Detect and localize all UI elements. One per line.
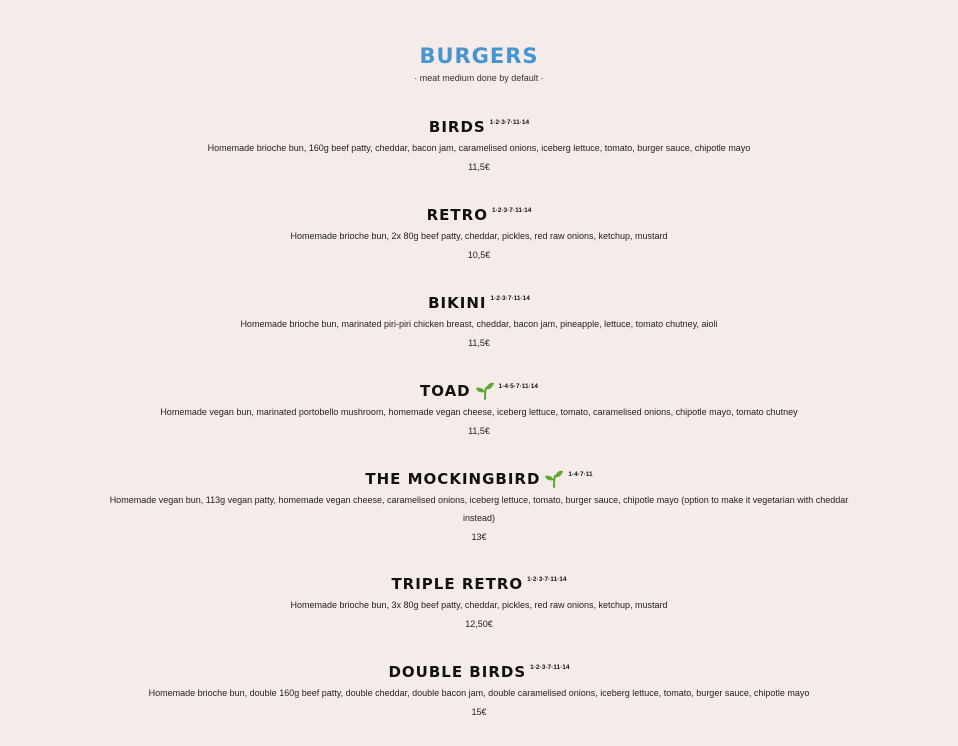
section-title: BURGERS [419, 44, 539, 68]
menu-item [100, 662, 858, 718]
item-name: DOUBLE BIRDS [388, 663, 527, 681]
sprout-icon [544, 470, 564, 488]
item-price: 15€ [471, 707, 487, 717]
allergen-codes: 1·4·5·7·11·14 [498, 383, 539, 390]
menu-item [100, 469, 858, 543]
item-price: 11,5€ [468, 162, 490, 172]
item-header [100, 205, 858, 225]
item-description: Homemade brioche bun, double 160g beef patty, double cheddar, double bacon jam, double caramelised onions, iceberg lettuce, tomato, burger sauce, chipotle mayo [148, 688, 810, 698]
item-description: Homemade vegan bun, marinated portobello mushroom, homemade vegan cheese, iceberg lettuce, tomato, caramelised onions, chipotle mayo, tomato chutney [160, 407, 798, 417]
section-subtitle: · meat medium done by default · [414, 73, 544, 83]
allergen-codes: 1·2·3·7·11·14 [490, 295, 530, 302]
item-description: Homemade brioche bun, 3x 80g beef patty, cheddar, pickles, red raw onions, ketchup, mustard [290, 600, 668, 610]
item-price: 12,50€ [465, 619, 493, 629]
menu-item [100, 574, 858, 630]
menu-item [100, 205, 858, 261]
item-description: Homemade brioche bun, marinated piri-piri chicken breast, cheddar, bacon jam, pineapple, lettuce, tomato chutney, aioli [240, 319, 718, 329]
item-price: 13€ [471, 532, 487, 542]
item-description: Homemade vegan bun, 113g vegan patty, homemade vegan cheese, caramelised onions, iceberg lettuce, tomato, burger sauce, chipotle mayo (option to make it vegetarian with cheddar instead) [109, 495, 849, 523]
allergen-codes: 1·2·3·7·11·14 [491, 207, 532, 214]
item-description: Homemade brioche bun, 160g beef patty, cheddar, bacon jam, caramelised onions, iceberg lettuce, tomato, burger sauce, chipotle mayo [207, 143, 751, 153]
item-price: 11,5€ [468, 426, 490, 436]
item-header [100, 469, 858, 489]
item-price: 10,5€ [467, 250, 491, 260]
item-header [100, 381, 858, 401]
item-name: RETRO [426, 206, 488, 224]
menu-item [100, 381, 858, 437]
item-name: TOAD [419, 382, 471, 400]
allergen-codes: 1·4·7·11 [568, 471, 593, 478]
menu-item [100, 117, 858, 173]
item-header [100, 662, 858, 682]
item-name: TRIPLE RETRO [391, 575, 524, 593]
item-name: THE MOCKINGBIRD [365, 470, 541, 488]
allergen-codes: 1·2·3·7·11·14 [489, 119, 530, 126]
item-header [100, 117, 858, 137]
allergen-codes: 1·2·3·7·11·14 [527, 576, 567, 583]
item-header [100, 293, 858, 313]
item-header [100, 574, 858, 594]
allergen-codes: 1·2·3·7·11·14 [530, 664, 570, 671]
sprout-icon [475, 382, 495, 400]
item-name: BIKINI [428, 294, 487, 312]
item-name: BIRDS [428, 118, 486, 136]
item-description: Homemade brioche bun, 2x 80g beef patty, cheddar, pickles, red raw onions, ketchup, mustard [290, 231, 668, 241]
menu-item [100, 293, 858, 349]
item-price: 11,5€ [468, 338, 490, 348]
